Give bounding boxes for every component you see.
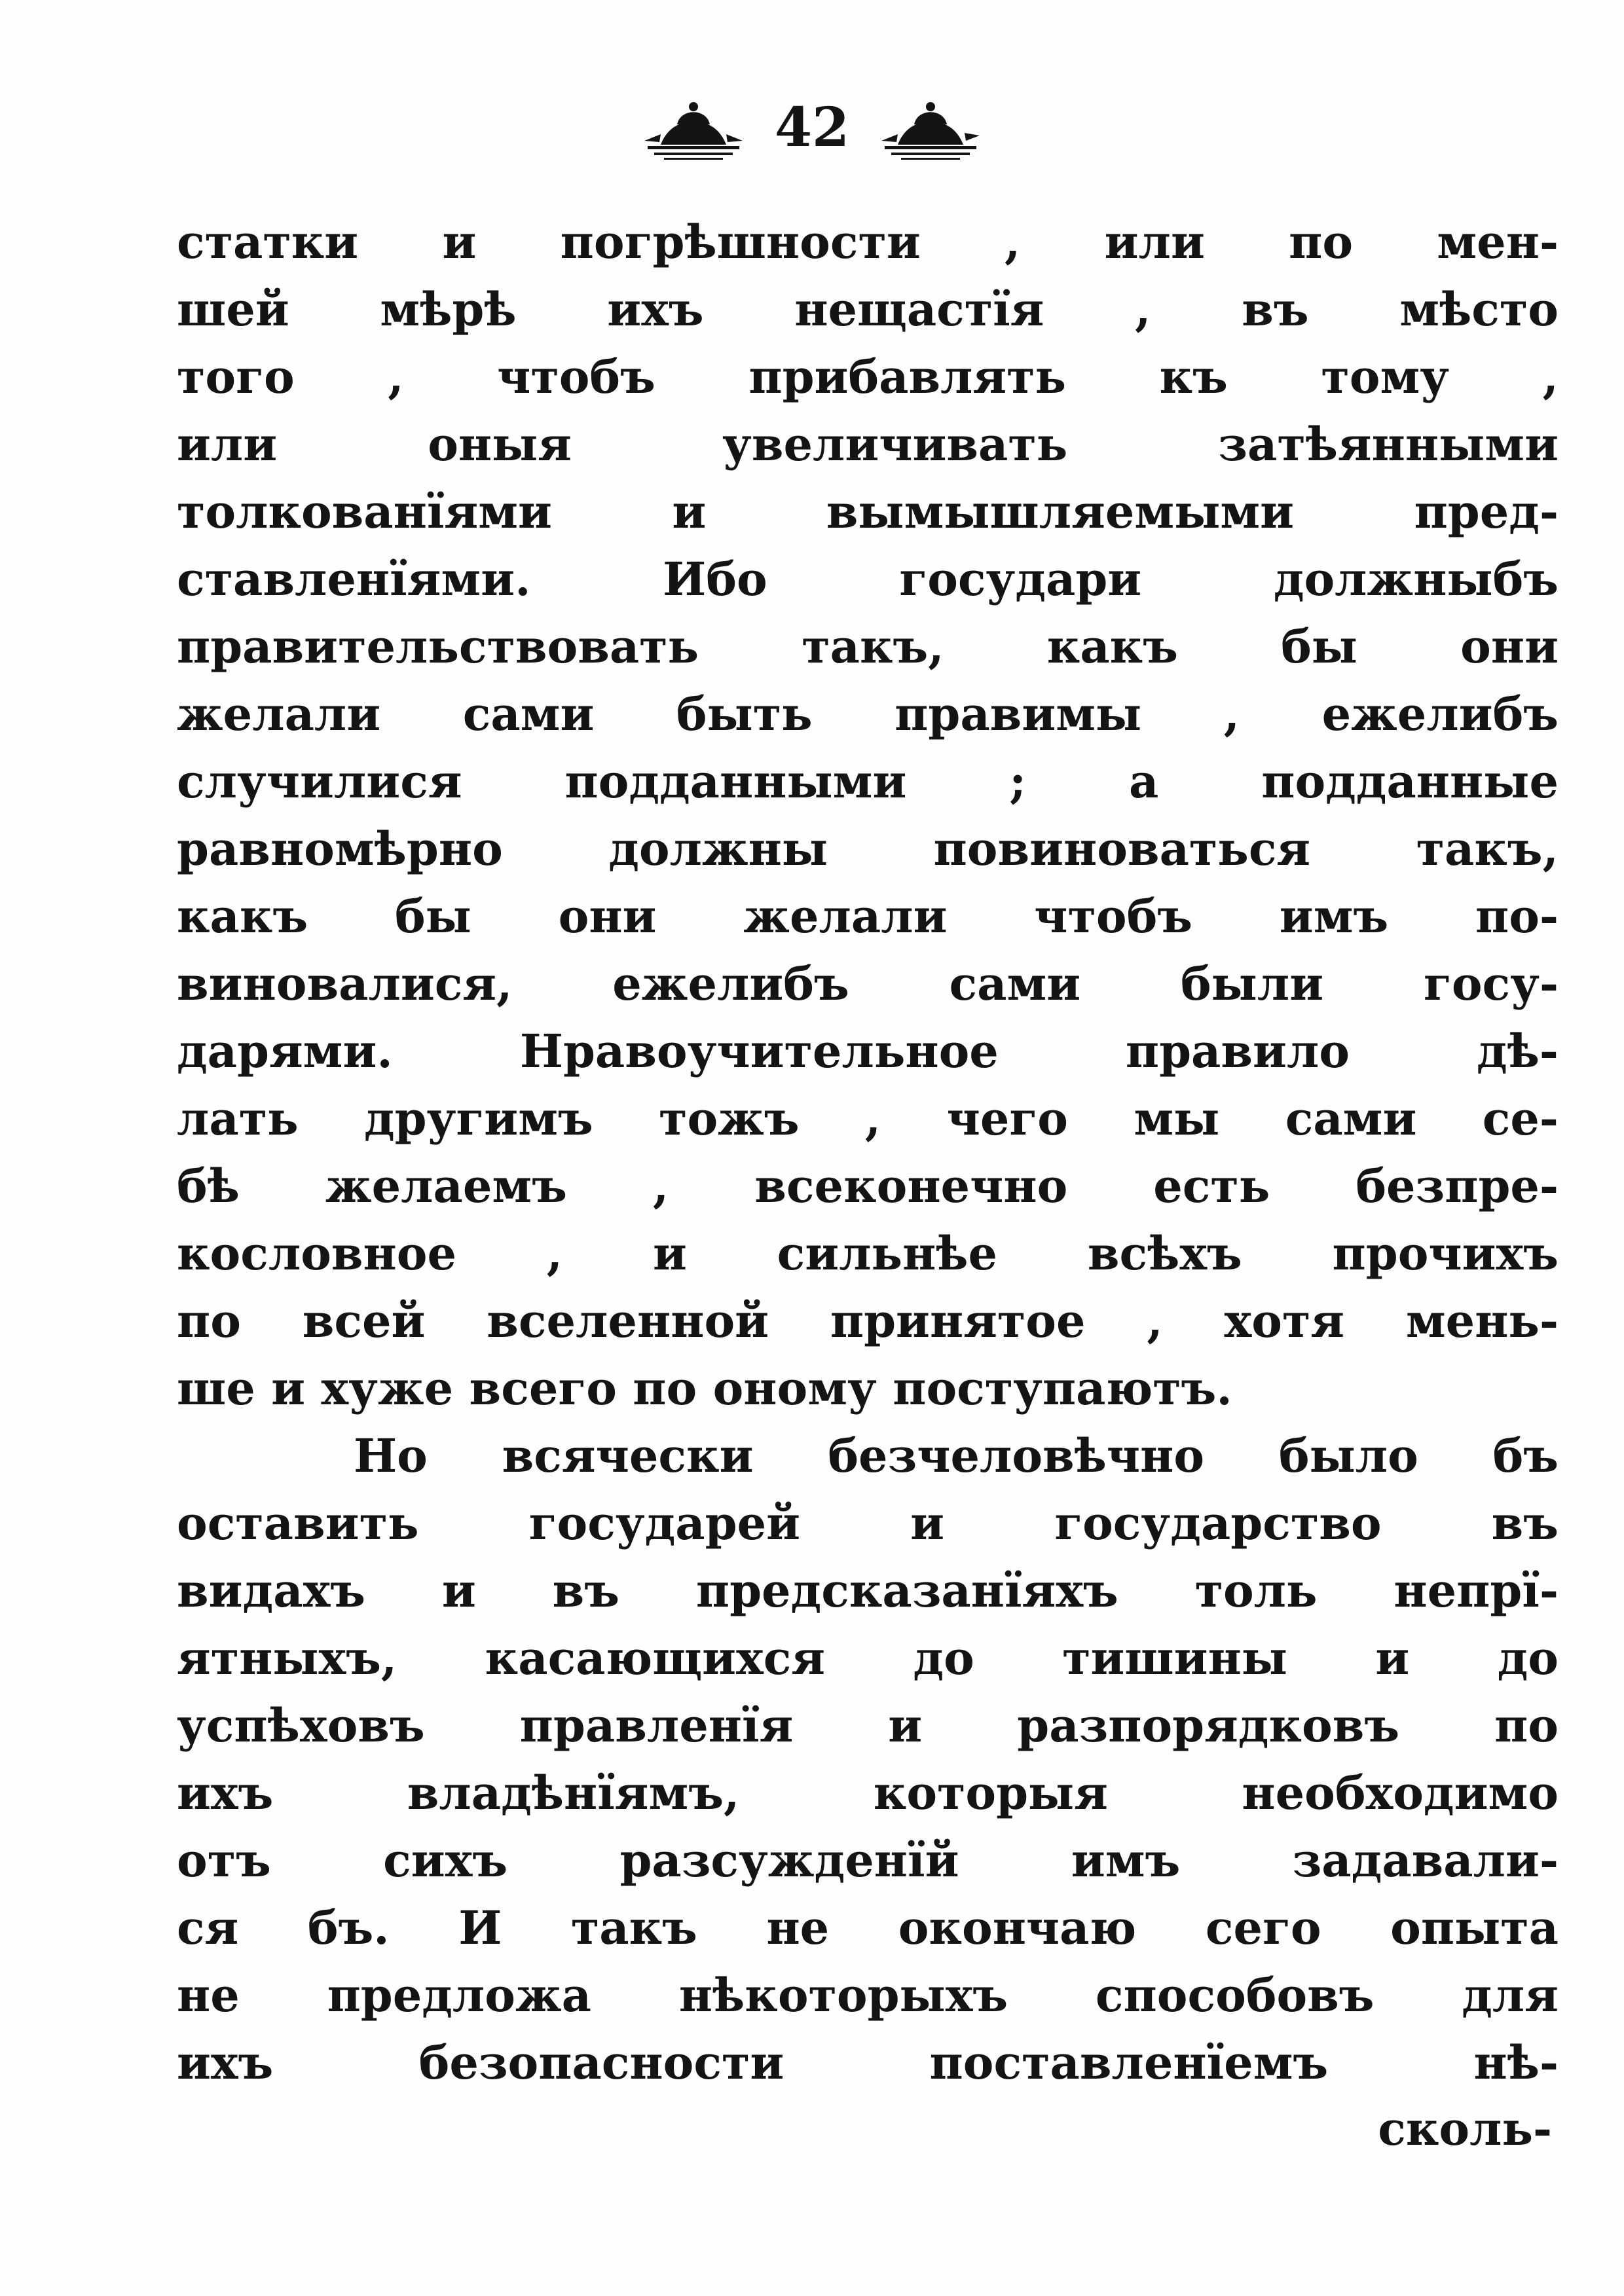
text-line: ихъ владѣнїямъ, которыя необходимо [177,1766,1559,1820]
text-line: по всей вселенной принятое , хотя мень- [177,1294,1559,1348]
text-line: ятныхъ, касающихся до тишины и до [177,1631,1559,1685]
text-line: не предложа нѣкоторыхъ способовъ для [177,1968,1559,2022]
text-line: того , чтобъ прибавлять къ тому , [177,350,1559,404]
text-line: успѣховъ правленїя и разпорядковъ по [177,1698,1559,1753]
page-number: 42 [774,96,850,159]
text-line: виновалися, ежелибъ сами были госу- [177,957,1559,1011]
text-line: дарями. Нравоучительное правило дѣ- [177,1024,1559,1078]
catchword: сколь- [1378,2102,1552,2156]
text-line: равномѣрно должны повиноваться такъ, [177,822,1559,876]
text-line: отъ сихъ разсужденїй имъ задавали- [177,1833,1559,1887]
text-line: статки и погрѣшности , или по мен- [177,215,1559,269]
text-line: ся бъ. И такъ не окончаю сего опыта [177,1901,1559,1955]
text-line: оставить государей и государство въ [177,1496,1559,1550]
crown-ornament-icon-right [878,95,983,160]
text-line: ставленїями. Ибо государи должныбъ [177,552,1559,606]
text-line: или оныя увеличивать затѣянными [177,417,1559,471]
text-line: правительствовать такъ, какъ бы они [177,619,1559,674]
text-line: ихъ безопасности поставленїемъ нѣ- [177,2035,1559,2090]
text-line: толкованїями и вымышляемыми пред- [177,484,1559,539]
text-line: лать другимъ тожъ , чего мы сами се- [177,1091,1559,1146]
crown-ornament-icon-left [641,95,746,160]
text-line: ше и хуже всего по оному поступаютъ. [177,1361,1232,1415]
text-line: желали сами быть правимы , ежелибъ [177,687,1559,741]
text-line: случилися подданными ; а подданные [177,754,1559,809]
text-line: кословное , и сильнѣе всѣхъ прочихъ [177,1226,1559,1281]
body-text [177,208,1559,2096]
text-line: бѣ желаемъ , всеконечно есть безпре- [177,1159,1559,1213]
text-line-paragraph-start: Но всячески безчеловѣчно было бъ [354,1429,1559,1483]
text-line: какъ бы они желали чтобъ имъ по- [177,889,1559,943]
text-line: видахъ и въ предсказанїяхъ толь непрї- [177,1563,1559,1618]
page-header [0,88,1624,167]
text-line: шей мѣрѣ ихъ нещастїя , въ мѣсто [177,282,1559,337]
